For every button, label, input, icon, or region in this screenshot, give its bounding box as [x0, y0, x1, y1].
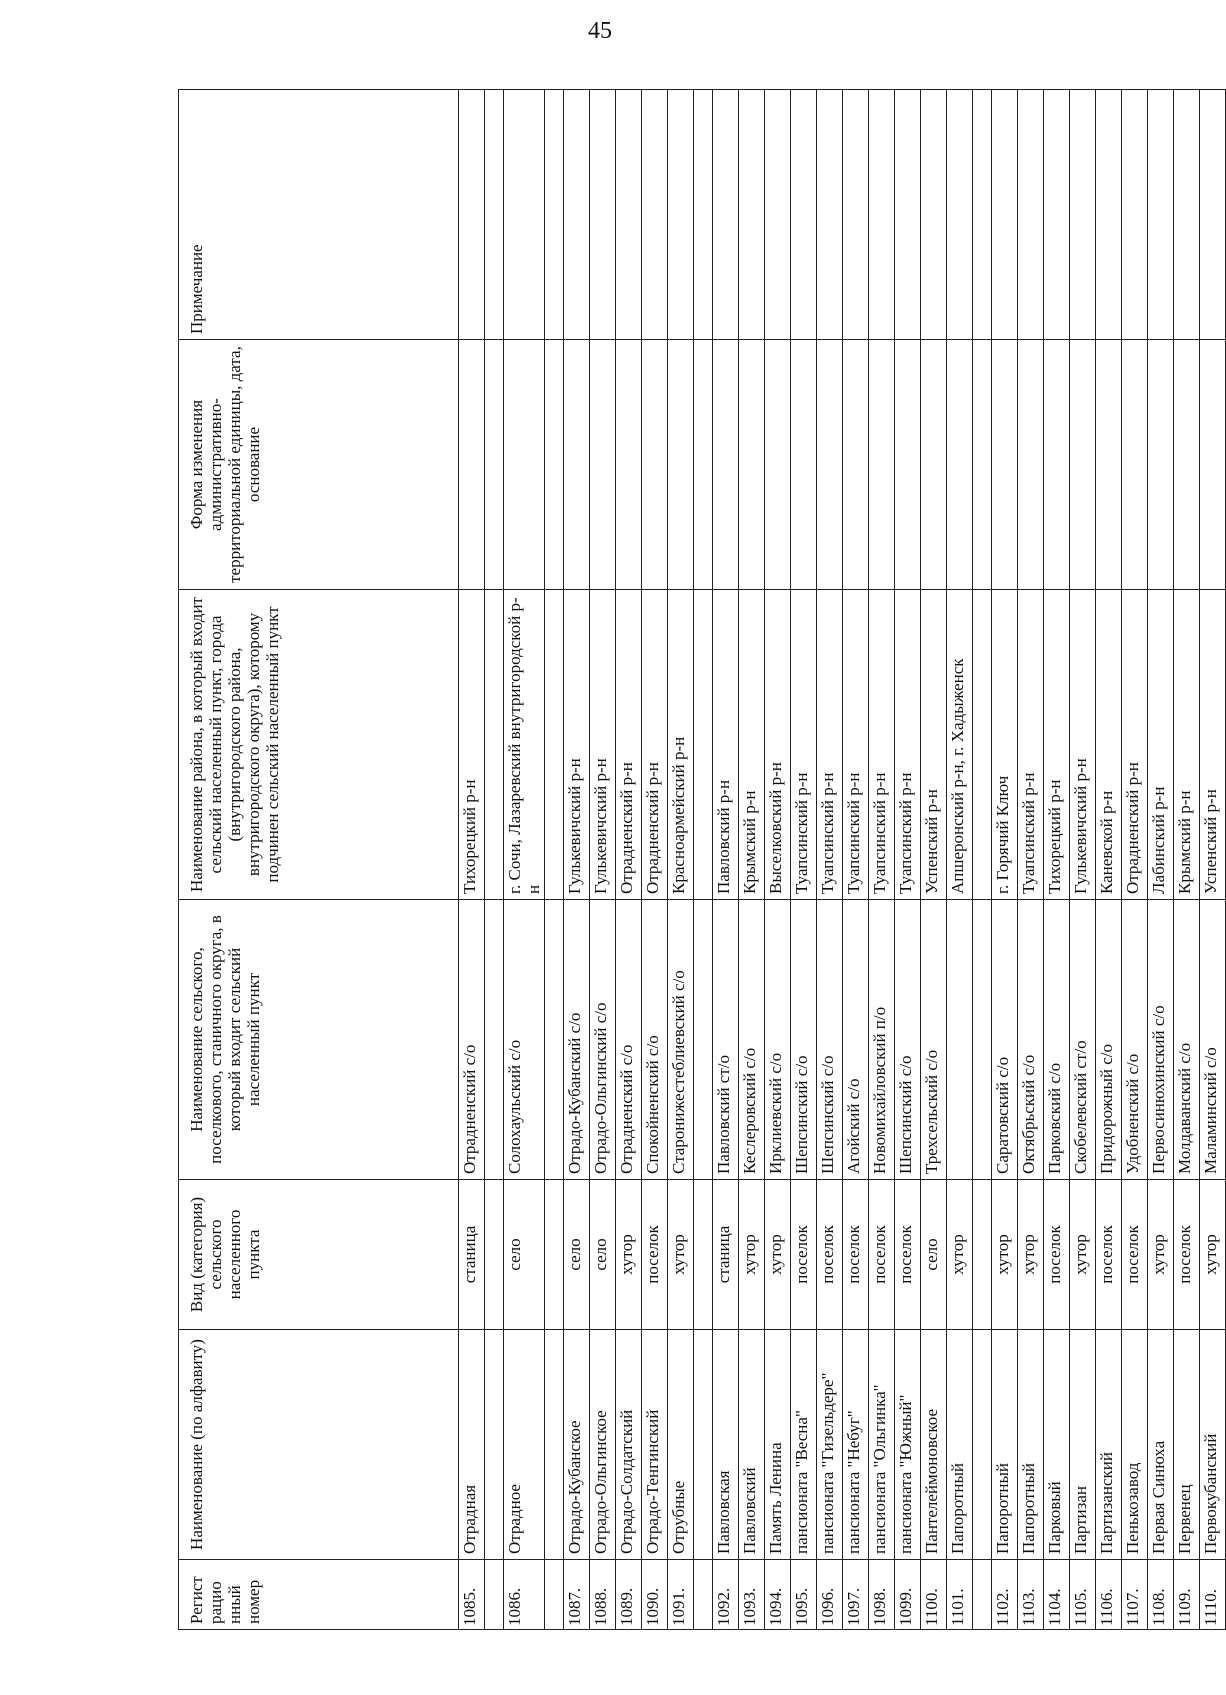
cell-district: Апшеронский р-н, г. Хадыженск	[947, 590, 973, 900]
cell-name: Отрадо-Солдатский	[616, 1330, 642, 1560]
cell-type: поселок	[642, 1180, 668, 1330]
spacer-row	[973, 90, 992, 1630]
header-rural-okrug: Наименование сельского, поселкового, станичного округа, в который входит сельский населенный пункт	[179, 900, 459, 1180]
cell-type: село	[921, 1180, 947, 1330]
cell-num: 1107.	[1122, 1560, 1148, 1630]
settlement-registry-table	[178, 89, 1226, 1630]
cell-form	[564, 340, 590, 590]
cell-note	[992, 90, 1018, 340]
cell-name: Пенькозавод	[1122, 1330, 1148, 1560]
cell-form	[459, 340, 485, 590]
spacer-cell	[485, 590, 504, 900]
cell-district: Павловский р-н	[713, 590, 739, 900]
spacer-cell	[545, 340, 564, 590]
cell-district: Туапсинский р-н	[1018, 590, 1044, 900]
cell-name: Партизанский	[1096, 1330, 1122, 1560]
table-row	[817, 90, 843, 1630]
cell-note	[668, 90, 694, 340]
cell-type: село	[590, 1180, 616, 1330]
cell-note	[895, 90, 921, 340]
spacer-row	[694, 90, 713, 1630]
cell-type: хутор	[1200, 1180, 1226, 1330]
cell-note	[590, 90, 616, 340]
cell-type: хутор	[739, 1180, 765, 1330]
cell-note	[1044, 90, 1070, 340]
table-row	[791, 90, 817, 1630]
cell-num: 1086.	[504, 1560, 545, 1630]
cell-rural: Шепсинский с/о	[817, 900, 843, 1180]
cell-type: поселок	[1044, 1180, 1070, 1330]
cell-district: Туапсинский р-н	[895, 590, 921, 900]
cell-rural: Парковский с/о	[1044, 900, 1070, 1180]
cell-rural: Агойский с/о	[843, 900, 869, 1180]
spacer-cell	[973, 590, 992, 900]
cell-rural: Кеслеровский с/о	[739, 900, 765, 1180]
cell-district: Туапсинский р-н	[791, 590, 817, 900]
cell-note	[713, 90, 739, 340]
spacer-cell	[973, 1560, 992, 1630]
header-name: Наименование (по алфавиту)	[179, 1330, 459, 1560]
spacer-cell	[545, 900, 564, 1180]
cell-note	[642, 90, 668, 340]
header-note: Примечание	[179, 90, 459, 340]
cell-form	[843, 340, 869, 590]
cell-num: 1088.	[590, 1560, 616, 1630]
cell-type: хутор	[616, 1180, 642, 1330]
table-row	[1070, 90, 1096, 1630]
cell-num: 1101.	[947, 1560, 973, 1630]
cell-name: пансионата "Небуг"	[843, 1330, 869, 1560]
cell-note	[564, 90, 590, 340]
cell-num: 1105.	[1070, 1560, 1096, 1630]
cell-type: поселок	[869, 1180, 895, 1330]
cell-name: Отрадо-Тенгинский	[642, 1330, 668, 1560]
cell-num: 1108.	[1148, 1560, 1174, 1630]
cell-district: Выселковский р-н	[765, 590, 791, 900]
table-row	[1018, 90, 1044, 1630]
cell-note	[739, 90, 765, 340]
cell-rural: Первосинюхинский с/о	[1148, 900, 1174, 1180]
spacer-row	[485, 90, 504, 1630]
cell-note	[843, 90, 869, 340]
table-row	[921, 90, 947, 1630]
cell-name: Парковый	[1044, 1330, 1070, 1560]
spacer-cell	[973, 90, 992, 340]
cell-rural	[947, 900, 973, 1180]
cell-name: Отрадо-Кубанское	[564, 1330, 590, 1560]
cell-district: Крымский р-н	[1174, 590, 1200, 900]
cell-num: 1100.	[921, 1560, 947, 1630]
spacer-cell	[973, 340, 992, 590]
cell-type: хутор	[992, 1180, 1018, 1330]
cell-note	[504, 90, 545, 340]
table-row	[564, 90, 590, 1630]
spacer-cell	[485, 1330, 504, 1560]
cell-type: поселок	[1174, 1180, 1200, 1330]
cell-form	[1174, 340, 1200, 590]
cell-name: Папоротный	[947, 1330, 973, 1560]
spacer-cell	[485, 340, 504, 590]
cell-rural: Скобелевский ст/о	[1070, 900, 1096, 1180]
cell-form	[869, 340, 895, 590]
cell-type: село	[504, 1180, 545, 1330]
cell-note	[1070, 90, 1096, 340]
cell-form	[590, 340, 616, 590]
cell-name: Папоротный	[992, 1330, 1018, 1560]
page-number: 45	[588, 18, 612, 44]
cell-type: станица	[713, 1180, 739, 1330]
cell-name: Отрадное	[504, 1330, 545, 1560]
cell-district: Отрадненский р-н	[642, 590, 668, 900]
table-row	[504, 90, 545, 1630]
table-row	[1148, 90, 1174, 1630]
cell-form	[1096, 340, 1122, 590]
table-row	[1096, 90, 1122, 1630]
cell-district: Красноармейский р-н	[668, 590, 694, 900]
cell-district: Гулькевичский р-н	[564, 590, 590, 900]
cell-num: 1091.	[668, 1560, 694, 1630]
cell-num: 1103.	[1018, 1560, 1044, 1630]
cell-num: 1097.	[843, 1560, 869, 1630]
cell-name: Первая Синюха	[1148, 1330, 1174, 1560]
cell-rural: Придорожный с/о	[1096, 900, 1122, 1180]
cell-num: 1098.	[869, 1560, 895, 1630]
table-row	[1122, 90, 1148, 1630]
table-header-row	[179, 90, 459, 1630]
cell-name: Павловский	[739, 1330, 765, 1560]
spacer-cell	[694, 1180, 713, 1330]
cell-rural: Старонижестеблиевский с/о	[668, 900, 694, 1180]
cell-name: Отрубные	[668, 1330, 694, 1560]
cell-district: Тихорецкий р-н	[459, 590, 485, 900]
cell-note	[459, 90, 485, 340]
cell-form	[765, 340, 791, 590]
cell-note	[869, 90, 895, 340]
spacer-cell	[973, 1180, 992, 1330]
spacer-cell	[485, 1560, 504, 1630]
spacer-cell	[694, 590, 713, 900]
cell-num: 1110.	[1200, 1560, 1226, 1630]
table-row	[869, 90, 895, 1630]
cell-num: 1102.	[992, 1560, 1018, 1630]
table-row	[843, 90, 869, 1630]
cell-rural: Отрадо-Кубанский с/о	[564, 900, 590, 1180]
spacer-cell	[545, 590, 564, 900]
header-type: Вид (категория) сельского населенного пункта	[179, 1180, 459, 1330]
cell-num: 1106.	[1096, 1560, 1122, 1630]
table-row	[668, 90, 694, 1630]
cell-note	[817, 90, 843, 340]
cell-rural: Трехсельский с/о	[921, 900, 947, 1180]
cell-district: Отрадненский р-н	[616, 590, 642, 900]
cell-form	[616, 340, 642, 590]
spacer-cell	[545, 1560, 564, 1630]
table-row	[765, 90, 791, 1630]
cell-num: 1089.	[616, 1560, 642, 1630]
table-row	[713, 90, 739, 1630]
cell-rural: Шепсинский с/о	[895, 900, 921, 1180]
cell-rural: Отрадненский с/о	[616, 900, 642, 1180]
cell-name: Папоротный	[1018, 1330, 1044, 1560]
spacer-cell	[485, 900, 504, 1180]
cell-num: 1085.	[459, 1560, 485, 1630]
cell-form	[992, 340, 1018, 590]
cell-form	[668, 340, 694, 590]
cell-district: Тихорецкий р-н	[1044, 590, 1070, 900]
cell-num: 1087.	[564, 1560, 590, 1630]
table-body	[459, 90, 1226, 1630]
table-row	[590, 90, 616, 1630]
cell-district: Отрадненский р-н	[1122, 590, 1148, 900]
table-row	[459, 90, 485, 1630]
cell-rural: Саратовский с/о	[992, 900, 1018, 1180]
cell-note	[921, 90, 947, 340]
cell-name: пансионата "Южный"	[895, 1330, 921, 1560]
cell-form	[947, 340, 973, 590]
cell-type: хутор	[947, 1180, 973, 1330]
cell-type: хутор	[668, 1180, 694, 1330]
cell-form	[504, 340, 545, 590]
spacer-cell	[694, 340, 713, 590]
cell-type: поселок	[1122, 1180, 1148, 1330]
cell-type: поселок	[895, 1180, 921, 1330]
cell-name: пансионата "Ольгинка"	[869, 1330, 895, 1560]
cell-num: 1092.	[713, 1560, 739, 1630]
cell-name: Павловская	[713, 1330, 739, 1560]
table-row	[1044, 90, 1070, 1630]
table-row	[1174, 90, 1200, 1630]
cell-note	[1148, 90, 1174, 340]
cell-name: Партизан	[1070, 1330, 1096, 1560]
table-row	[895, 90, 921, 1630]
cell-name: Отрадная	[459, 1330, 485, 1560]
cell-type: хутор	[1148, 1180, 1174, 1330]
cell-num: 1104.	[1044, 1560, 1070, 1630]
cell-form	[817, 340, 843, 590]
cell-num: 1090.	[642, 1560, 668, 1630]
cell-rural: Отрадо-Ольгинский с/о	[590, 900, 616, 1180]
cell-district: Каневской р-н	[1096, 590, 1122, 900]
cell-form	[713, 340, 739, 590]
cell-district: Успенский р-н	[1200, 590, 1226, 900]
cell-district: Крымский р-н	[739, 590, 765, 900]
cell-num: 1096.	[817, 1560, 843, 1630]
cell-form	[1070, 340, 1096, 590]
header-reg-number: Регист рацио нный номер	[179, 1560, 459, 1630]
cell-note	[1200, 90, 1226, 340]
spacer-cell	[694, 1330, 713, 1560]
spacer-cell	[973, 900, 992, 1180]
cell-district: г. Сочи, Лазаревский внутригородской р-н	[504, 590, 545, 900]
table-row	[616, 90, 642, 1630]
cell-rural: Шепсинский с/о	[791, 900, 817, 1180]
cell-district: Туапсинский р-н	[817, 590, 843, 900]
cell-district: Туапсинский р-н	[869, 590, 895, 900]
spacer-cell	[545, 1180, 564, 1330]
header-district: Наименование района, в который входит сельский населенный пункт, города (внутригородского района, внутригородского округа), которому подчинен сельский населенный пункт	[179, 590, 459, 900]
cell-note	[1122, 90, 1148, 340]
cell-form	[895, 340, 921, 590]
table-row	[1200, 90, 1226, 1630]
cell-type: поселок	[791, 1180, 817, 1330]
cell-form	[1018, 340, 1044, 590]
cell-note	[616, 90, 642, 340]
cell-rural: Павловский ст/о	[713, 900, 739, 1180]
cell-num: 1093.	[739, 1560, 765, 1630]
spacer-cell	[694, 90, 713, 340]
cell-form	[1200, 340, 1226, 590]
cell-rural: Спокойненский с/о	[642, 900, 668, 1180]
rotated-table-container	[178, 90, 1221, 1630]
table-row	[642, 90, 668, 1630]
cell-type: поселок	[843, 1180, 869, 1330]
cell-note	[765, 90, 791, 340]
cell-name: пансионата "Гизельдере"	[817, 1330, 843, 1560]
cell-type: село	[564, 1180, 590, 1330]
cell-type: поселок	[817, 1180, 843, 1330]
cell-name: Отрадо-Ольгинское	[590, 1330, 616, 1560]
cell-note	[947, 90, 973, 340]
cell-type: хутор	[1070, 1180, 1096, 1330]
spacer-cell	[545, 1330, 564, 1560]
spacer-cell	[973, 1330, 992, 1560]
header-form-of-change: Форма изменения административно-территориальной единицы, дата, основание	[179, 340, 459, 590]
cell-form	[642, 340, 668, 590]
cell-name: Первокубанский	[1200, 1330, 1226, 1560]
cell-district: Успенский р-н	[921, 590, 947, 900]
cell-district: Гулькевичский р-н	[590, 590, 616, 900]
cell-name: Первенец	[1174, 1330, 1200, 1560]
cell-rural: Маламинский с/о	[1200, 900, 1226, 1180]
cell-rural: Молдаванский с/о	[1174, 900, 1200, 1180]
spacer-cell	[485, 90, 504, 340]
cell-num: 1109.	[1174, 1560, 1200, 1630]
cell-note	[1018, 90, 1044, 340]
cell-num: 1094.	[765, 1560, 791, 1630]
spacer-cell	[545, 90, 564, 340]
cell-name: Пантелеймоновское	[921, 1330, 947, 1560]
cell-district: г. Горячий Ключ	[992, 590, 1018, 900]
cell-district: Туапсинский р-н	[843, 590, 869, 900]
table-row	[739, 90, 765, 1630]
cell-form	[1122, 340, 1148, 590]
cell-rural: Октябрьский с/о	[1018, 900, 1044, 1180]
cell-form	[739, 340, 765, 590]
cell-form	[1148, 340, 1174, 590]
cell-type: станица	[459, 1180, 485, 1330]
cell-type: хутор	[1018, 1180, 1044, 1330]
spacer-cell	[694, 1560, 713, 1630]
cell-rural: Отрадненский с/о	[459, 900, 485, 1180]
cell-note	[1096, 90, 1122, 340]
cell-note	[791, 90, 817, 340]
cell-district: Лабинский р-н	[1148, 590, 1174, 900]
cell-rural: Новомихайловский п/о	[869, 900, 895, 1180]
cell-form	[791, 340, 817, 590]
cell-num: 1095.	[791, 1560, 817, 1630]
spacer-cell	[694, 900, 713, 1180]
cell-rural: Удобненский с/о	[1122, 900, 1148, 1180]
cell-district: Гулькевичский р-н	[1070, 590, 1096, 900]
cell-rural: Солохаульский с/о	[504, 900, 545, 1180]
cell-rural: Ирклиевский с/о	[765, 900, 791, 1180]
table-row	[947, 90, 973, 1630]
cell-name: пансионата "Весна"	[791, 1330, 817, 1560]
spacer-cell	[485, 1180, 504, 1330]
table-row	[992, 90, 1018, 1630]
cell-type: хутор	[765, 1180, 791, 1330]
cell-note	[1174, 90, 1200, 340]
cell-type: поселок	[1096, 1180, 1122, 1330]
cell-name: Память Ленина	[765, 1330, 791, 1560]
cell-form	[921, 340, 947, 590]
cell-form	[1044, 340, 1070, 590]
spacer-row	[545, 90, 564, 1630]
cell-num: 1099.	[895, 1560, 921, 1630]
